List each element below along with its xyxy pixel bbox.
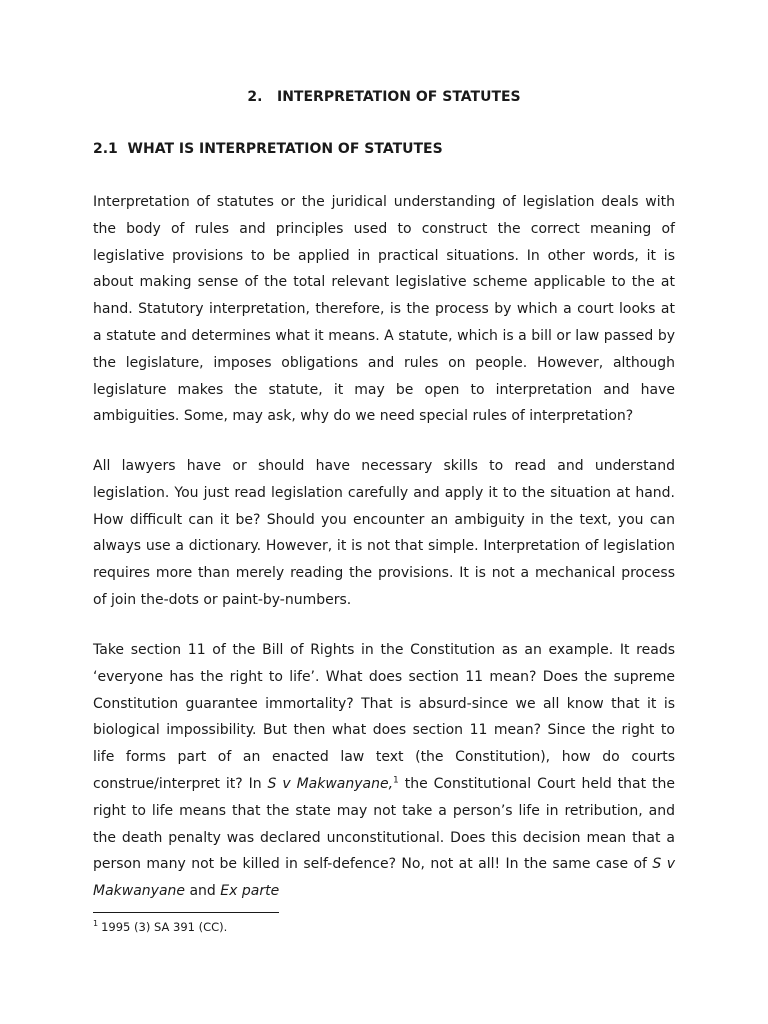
chapter-heading: 2. INTERPRETATION OF STATUTES [247, 89, 521, 105]
section-heading: 2.1 WHAT IS INTERPRETATION OF STATUTES [93, 141, 443, 157]
paragraph-text-segment: the Constitutional Court held that the right to life means that the state may not take a person’s life in retribution, and the death penalty was declared unconstitutional. Does this decision mean that a person many not be killed in self-defence? No, not at all! In the same case of [93, 775, 675, 873]
paragraph-text-segment: and [185, 883, 221, 900]
case-name: S v Makwanyane, [267, 775, 394, 792]
document-page [93, 0, 675, 1024]
footnote [93, 919, 227, 935]
paragraph-interpretation-definition: Interpretation of statutes or the juridical understanding of legislation deals with the body of rules and principles used to construct the correct meaning of legislative provisions to be applied in practical situations. In other words, it is about making sense of the total relevant legislative scheme applicable to the at hand. Statutory interpretation, therefore, is the process by which a court looks at a statute and determines what it means. A statute, which is a bill or law passed by the legislature, imposes obligations and rules on people. However, although legislature makes the statute, it may be open to interpretation and have ambiguities. Some, may ask, why do we need special rules of interpretation? [93, 194, 675, 425]
paragraph-text-segment: Take section 11 of the Bill of Rights in the Constitution as an example. It reads ‘everyone has the right to life’. What does section 11 mean? Does the supreme Constitution guarantee immortality? That is absurd-since we all know that it is biological impossibility. But then what does section 11 mean? Since the right to life forms part of an enacted law text (the Constitution), how do courts construe/interpret it? In [93, 642, 675, 792]
case-name: S v Makwanyane [93, 856, 675, 900]
footnote-separator [93, 912, 279, 913]
paragraph-lawyers-skills: All lawyers have or should have necessary skills to read and understand legislation. You just read legislation carefully and apply it to the situation at hand. How difficult can it be? Should you encounter an ambiguity in the text, you can always use a dictionary. However, it is not that simple. Interpretation of legislation requires more than merely reading the provisions. It is not a mechanical process of join the-dots or paint-by-numbers. [93, 458, 675, 608]
footnote-number: 1 [93, 919, 99, 929]
case-name: Ex parte [220, 883, 280, 900]
footnote-text: 1995 (3) SA 391 (CC). [101, 920, 228, 934]
paragraph-section-11-example [93, 637, 675, 905]
footnote-reference[interactable]: 1 [393, 775, 399, 786]
